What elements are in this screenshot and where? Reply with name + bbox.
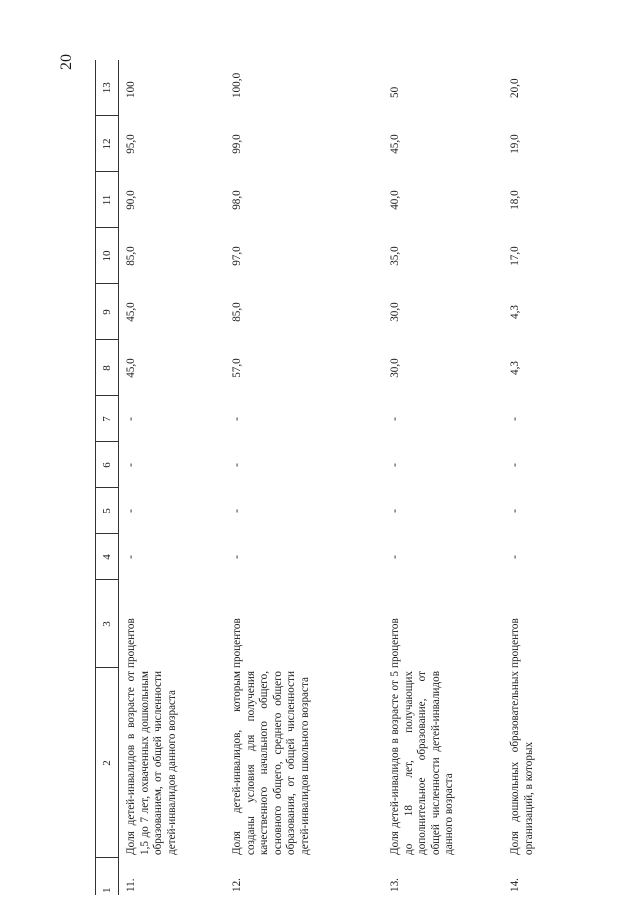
value-cell: 100: [125, 81, 137, 98]
col-header-8: 8: [96, 340, 119, 396]
col-header-13: 13: [96, 60, 119, 116]
rotated-table-container: [95, 65, 535, 895]
value-cell: 57,0: [231, 358, 243, 378]
col-header-2: 2: [96, 668, 119, 858]
value-cell: 4,3: [509, 361, 521, 375]
value-cell: -: [509, 417, 521, 421]
value-cell: -: [389, 417, 401, 421]
table-row: [225, 60, 383, 895]
indicator-name: Доля детей-инвалидов в возрасте от 5 до 18 лет, получающих дополнительное образование, от общей численности детей-инвалидов данного возраста: [389, 671, 455, 855]
col-header-11: 11: [96, 172, 119, 228]
value-cell: 40,0: [389, 190, 401, 210]
value-cell: 17,0: [509, 246, 521, 266]
col-header-12: 12: [96, 116, 119, 172]
value-cell: 30,0: [389, 358, 401, 378]
value-cell: 97,0: [231, 246, 243, 266]
value-cell: -: [125, 417, 137, 421]
value-cell: 19,0: [509, 134, 521, 154]
col-header-4: 4: [96, 534, 119, 580]
unit-cell: процентов: [125, 618, 137, 668]
col-header-10: 10: [96, 228, 119, 284]
value-cell: 20,0: [509, 78, 521, 98]
col-header-3: 3: [96, 580, 119, 668]
value-cell: 98,0: [231, 190, 243, 210]
page-number: 20: [58, 54, 75, 70]
value-cell: -: [509, 463, 521, 467]
value-cell: -: [389, 555, 401, 559]
value-cell: -: [231, 417, 243, 421]
unit-cell: процентов: [231, 618, 243, 668]
indicators-table: [95, 60, 565, 895]
value-cell: 45,0: [389, 134, 401, 154]
value-cell: -: [125, 463, 137, 467]
value-cell: 45,0: [125, 358, 137, 378]
value-cell: -: [231, 463, 243, 467]
value-cell: -: [231, 555, 243, 559]
value-cell: -: [389, 509, 401, 513]
unit-cell: процентов: [389, 618, 401, 668]
value-cell: 100,0: [231, 72, 243, 98]
value-cell: -: [125, 555, 137, 559]
value-cell: 18,0: [509, 190, 521, 210]
indicator-name: Доля детей-инвалидов, которым созданы условия для получения качественного начального общего, основного общего, среднего общего образования, от общей численности детей-инвалидов школьного возраста: [231, 671, 311, 855]
value-cell: -: [509, 509, 521, 513]
row-number: 11.: [125, 878, 137, 892]
table-row: [503, 60, 565, 895]
indicator-name: Доля дошкольных образовательных организаций, в которых: [509, 671, 535, 855]
value-cell: 85,0: [125, 246, 137, 266]
value-cell: 99,0: [231, 134, 243, 154]
value-cell: 50: [389, 86, 401, 98]
value-cell: -: [389, 463, 401, 467]
col-header-7: 7: [96, 396, 119, 442]
value-cell: 30,0: [389, 302, 401, 322]
col-header-6: 6: [96, 442, 119, 488]
value-cell: 35,0: [389, 246, 401, 266]
value-cell: 90,0: [125, 190, 137, 210]
indicator-name: Доля детей-инвалидов в возрасте от 1,5 до 7 лет, охваченных дошкольным образованием, от общей численности детей-инвалидов данного возраста: [125, 671, 178, 855]
value-cell: -: [125, 509, 137, 513]
unit-cell: процентов: [509, 618, 521, 668]
table-row: [119, 60, 226, 895]
value-cell: 4,3: [509, 305, 521, 319]
col-header-1: 1: [96, 858, 119, 895]
col-header-5: 5: [96, 488, 119, 534]
value-cell: 95,0: [125, 134, 137, 154]
value-cell: -: [509, 555, 521, 559]
row-number: 13.: [389, 878, 401, 892]
value-cell: -: [231, 509, 243, 513]
row-number: 12.: [231, 878, 243, 892]
value-cell: 85,0: [231, 302, 243, 322]
row-number: 14.: [509, 878, 521, 892]
col-header-9: 9: [96, 284, 119, 340]
value-cell: 45,0: [125, 302, 137, 322]
table-row: [383, 60, 503, 895]
header-row: [96, 60, 119, 895]
